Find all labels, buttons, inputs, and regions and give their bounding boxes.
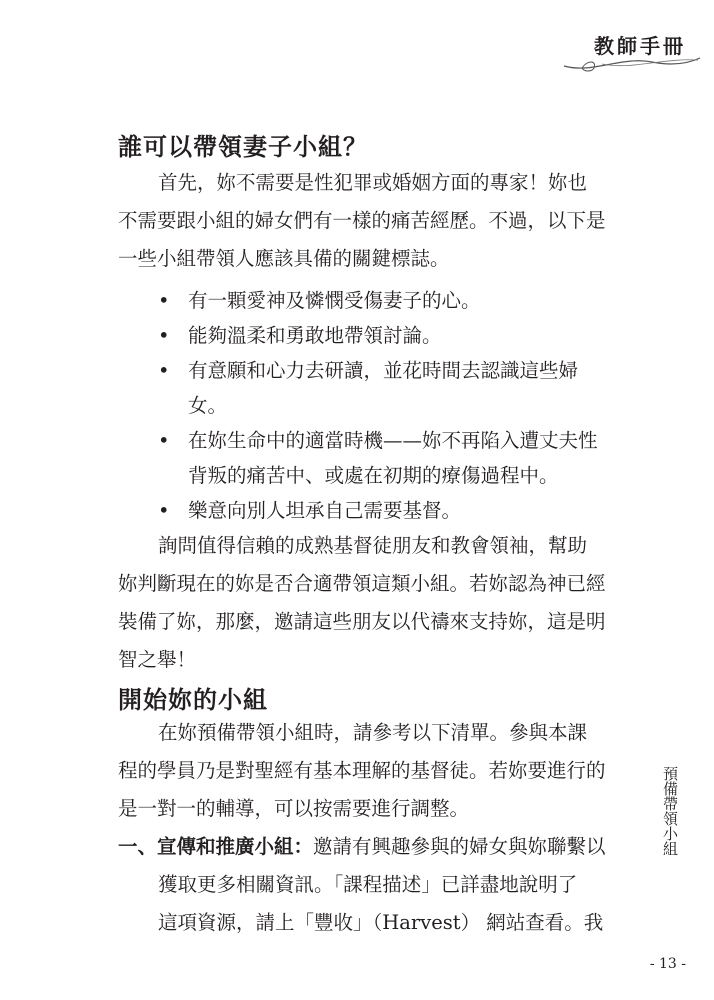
list-item-text-continued: 背叛的痛苦中、或處在初期的療傷過程中。 [188,464,559,487]
paragraph-line: 是一對一的輔導，可以按需要進行調整。 [118,797,470,820]
list-item [118,493,606,528]
list-item-text-continued: 女。 [188,394,228,417]
section-heading-start-group: 開始妳的小組 [118,686,268,714]
paragraph-line: 首先，妳不需要是性犯罪或婚姻方面的專家！妳也 [158,171,588,194]
section1-closing-paragraph [118,527,606,679]
bullet-icon: • [158,499,170,522]
list-item [118,283,606,318]
list-item [118,423,606,493]
list-item-text: 樂意向別人坦承自己需要基督。 [188,499,462,522]
section1-intro-paragraph [118,164,606,278]
qualifications-list [118,283,606,528]
running-header-title: 教師手冊 [594,34,686,58]
header-swash-decoration [562,52,702,74]
bullet-icon: • [158,289,170,312]
list-item-text: 有意願和心力去研讀，並花時間去認識這些婦 [188,359,579,382]
paragraph-line: 不需要跟小組的婦女們有一樣的痛苦經歷。不過，以下是 [118,209,606,232]
paragraph-line: 詢問值得信賴的成熟基督徒朋友和教會領袖，幫助 [158,534,588,557]
bullet-icon: • [158,324,170,347]
step-one-promote-group [118,828,606,942]
list-item-text: 在妳生命中的適當時機——妳不再陷入遭丈夫性 [188,429,598,452]
list-item [118,318,606,353]
list-item-text: 有一顆愛神及憐憫受傷妻子的心。 [188,289,481,312]
section2-intro-paragraph [118,714,606,828]
paragraph-line: 裝備了妳，那麼，邀請這些朋友以代禱來支持妳，這是明 [118,610,606,633]
list-item-text: 能夠溫柔和勇敢地帶領討論。 [188,324,442,347]
step-label: 一、宣傳和推廣小組： [118,835,314,858]
paragraph-line: 智之舉！ [118,648,197,671]
list-item [118,353,606,423]
paragraph-line: 妳判斷現在的妳是否合適帶領這類小組。若妳認為神已經 [118,572,606,595]
step-continued-line: 獲取更多相關資訊。「課程描述」已詳盡地說明了 [158,873,578,896]
paragraph-line: 程的學員乃是對聖經有基本理解的基督徒。若妳要進行的 [118,759,606,782]
bullet-icon: • [158,359,170,382]
step-text: 邀請有興趣參與的婦女與妳聯繫以 [313,835,606,858]
paragraph-line: 一些小組帶領人應該具備的關鍵標誌。 [118,247,450,270]
page-number: - 13 - [649,956,686,972]
paragraph-line: 在妳預備帶領小組時，請參考以下清單。參與本課 [158,721,588,744]
step-continued-line: 這項資源，請上「豐收」（Harvest） 網站查看。我 [158,911,604,934]
bullet-icon: • [158,429,170,452]
step-first-line [118,828,606,866]
section-heading-who-can-lead: 誰可以帶領妻子小組？ [118,133,368,161]
chapter-side-tab: 預備帶領小組 [661,766,679,856]
